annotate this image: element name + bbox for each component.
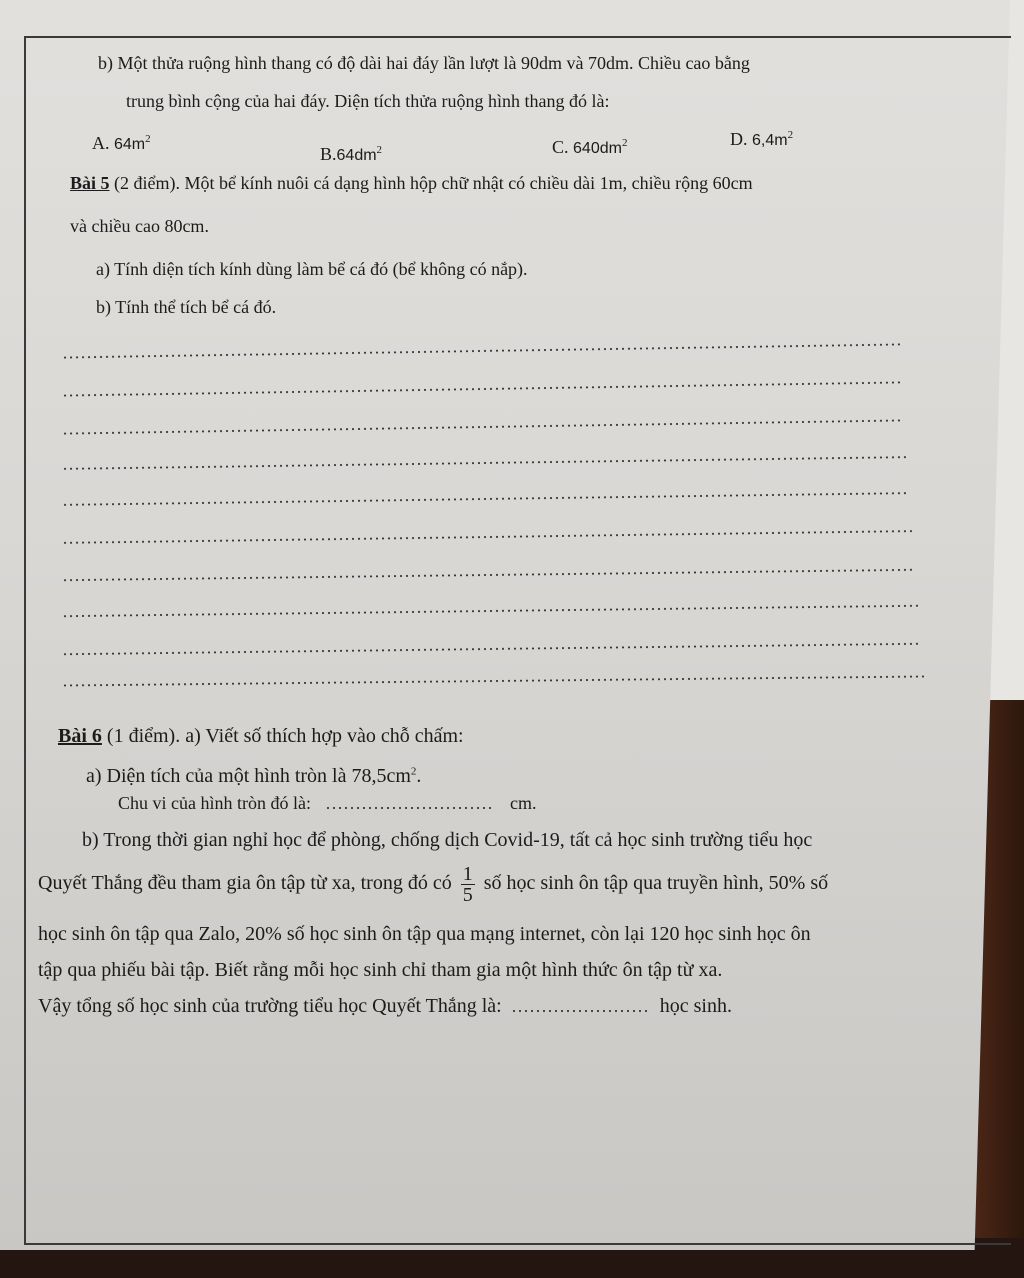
bai5-title: Bài 5 <box>70 173 110 193</box>
answer-line-7 <box>62 569 914 581</box>
q4b-option-b: $B.64dm^2$ <box>320 144 383 164</box>
total-students-blank <box>511 1010 651 1012</box>
q4b-line1 <box>98 52 750 74</box>
q4b-option-a: A. $64m^2$ <box>92 133 151 153</box>
bai6-b-line4: tập qua phiếu bài tập. Biết rằng mỗi học sinh chỉ tham gia một hình thức ôn tập từ xa. <box>38 959 723 981</box>
bai6-b-line3: học sinh ôn tập qua Zalo, 20% số học sinh ôn tập qua mạng internet, còn lại 120 học sinh học ôn <box>38 923 811 945</box>
bai6-b-line2: Quyết Thắng đều tham gia ôn tập từ xa, trong đó có $\frac{1}{5}$ số học sinh ôn tập qua truyền hình, 50% số <box>38 863 829 906</box>
q4b-line2: trung bình cộng của hai đáy. Diện tích thửa ruộng hình thang đó là: <box>126 91 610 111</box>
bai5-intro: Bài 5 (2 điểm). Một bể kính nuôi cá dạng hình hộp chữ nhật có chiều dài 1m, chiều rộng 60cm <box>70 173 753 193</box>
bai6-b-line1: b) Trong thời gian nghỉ học để phòng, chống dịch Covid-19, tất cả học sinh trường tiểu học <box>82 829 813 851</box>
q4b-label: b) <box>98 53 113 73</box>
bai6-perimeter: Chu vi của hình tròn đó là: cm. <box>118 793 537 813</box>
perimeter-blank <box>325 807 495 809</box>
bai5-part-b: b) Tính thể tích bể cá đó. <box>96 297 277 317</box>
answer-line-3 <box>62 419 904 434</box>
bai5-intro-line2: và chiều cao 80cm. <box>70 216 209 236</box>
answer-line-1 <box>62 343 900 358</box>
fraction-one-fifth: $\frac{1}{5}$ <box>462 863 473 906</box>
q4b-option-c: C. $640dm^2$ <box>552 137 628 157</box>
bai6-intro: Bài 6 (1 điểm). a) Viết số thích hợp vào chỗ chấm: <box>58 725 464 747</box>
answer-line-2 <box>62 381 902 396</box>
q4b-option-d: D. $6,4m^2$ <box>730 129 794 149</box>
answer-line-10 <box>62 675 924 686</box>
answer-line-9 <box>62 643 922 656</box>
answer-line-8 <box>62 605 918 617</box>
answer-line-5 <box>62 492 908 506</box>
answer-line-4 <box>62 456 906 470</box>
q4b-text1: Một thửa ruộng hình thang có độ dài hai đáy lần lượt là 90dm và 70dm. Chiều cao bằng <box>117 53 750 73</box>
bai6-b-line5: Vậy tổng số học sinh của trường tiểu học Quyết Thắng là: học sinh. <box>38 995 732 1017</box>
bai6-part-a: a) Diện tích của một hình tròn là $78,5cm^2$. <box>86 765 422 787</box>
bai6-title: Bài 6 <box>58 725 102 747</box>
answer-line-6 <box>62 530 912 544</box>
bai5-part-a: a) Tính diện tích kính dùng làm bể cá đó (bể không có nắp). <box>96 259 528 279</box>
